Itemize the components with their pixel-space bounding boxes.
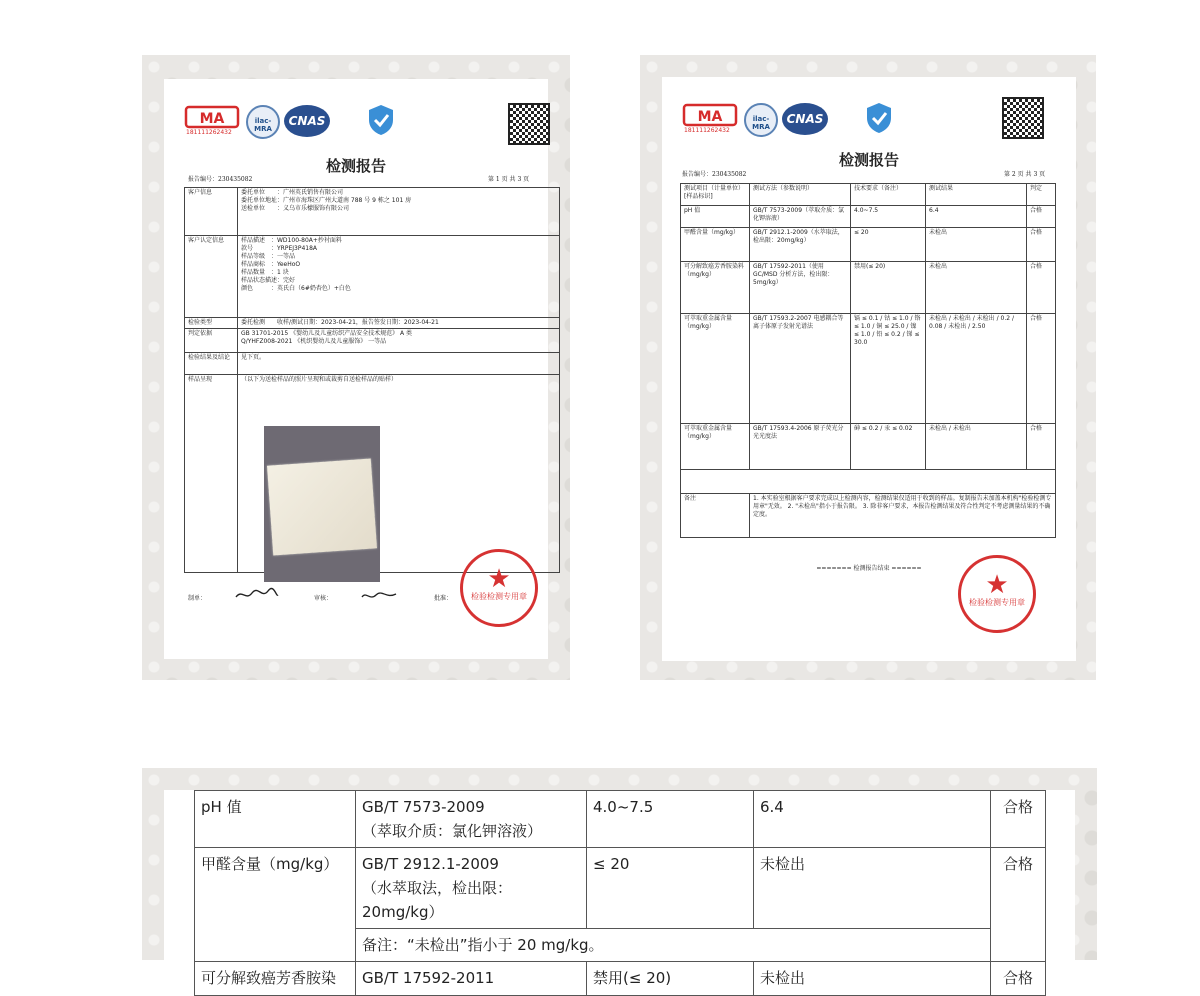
signature-make	[234, 587, 280, 603]
table-row: 可萃取重金属含量（mg/kg） GB/T 17593.2-2007 电感耦合等离子体原子发射光谱法 镉 ≤ 0.1 / 钴 ≤ 1.0 / 铬 ≤ 1.0 / 铜 ≤ 25.0 / 镍 ≤ 1.0 / 铅 ≤ 0.2 / 锑 ≤ 30.0 未检出 / 未检出 / 未检出 / 0.2 / 0.08 / 未检出 / 2.50 合格	[681, 314, 1056, 424]
ilac-mra-logo: ilac-MRA	[246, 105, 280, 139]
cnas-logo: CNAS	[782, 103, 828, 135]
report-page-2	[662, 77, 1076, 661]
table-row: 可萃取重金属含量（mg/kg） GB/T 17593.4-2006 原子荧光分光光度法 砷 ≤ 0.2 / 汞 ≤ 0.02 未检出 / 未检出 合格	[681, 424, 1056, 470]
page-indicator: 第 2 页 共 3 页	[1004, 171, 1046, 178]
report-page-1-frame	[142, 55, 570, 680]
cma-number: 181111262432	[684, 127, 730, 134]
svg-text:MA: MA	[199, 111, 225, 127]
table-row: 可分解致癌芳香胺染料（mg/kg） GB/T 17592-2011（使用 GC/MSD 分析方法，检出限：5mg/kg） 禁用(≤ 20) 未检出 合格	[681, 262, 1056, 314]
table-row: 客户信息 委托单位 ：广州英氏销售有限公司 委托单位地址：广州市海珠区广州大道南 788 号 9 栋之 101 房 送检单位 ：义乌市乐檬服饰有限公司	[185, 188, 560, 236]
zoom-excerpt-frame	[142, 768, 1097, 987]
table-row: 判定依据 GB 31701-2015 《婴幼儿及儿童纺织产品安全技术规范》 A 类 Q/YHFZ008-2021 《机织婴幼儿及儿童服饰》 一等品	[185, 329, 560, 353]
report-end-line: ======= 检测报告结束 ======	[816, 565, 922, 572]
report-title: 检测报告	[838, 151, 899, 169]
fabric-swatch	[267, 458, 377, 555]
header-logos	[184, 99, 564, 139]
shield-check-icon	[864, 101, 894, 135]
table-header-row: 测试项目（计量单位）[样品标识] 测试方法（参数说明） 技术要求（备注） 测试结果 判定	[681, 184, 1056, 206]
shield-check-icon	[366, 103, 396, 137]
table-row: 客户认定信息 样品描述 ：WD100-80A+抄衬面料 款号 ：YRPEJ3P418A 样品等级 ：一等品 样品商标 ：YeeHoO 样品数量 ：1 块 样品状态描述：完好 颜色 ：英氏白（6#奶杏色）+白色	[185, 236, 560, 318]
report-page-1	[164, 79, 548, 659]
stamp-star-icon: ★	[985, 570, 1009, 600]
table-row: 样品呈现 （以下为送检样品的照片呈现和或裁剪自送检样品的贴样）	[185, 375, 560, 573]
cnas-logo: CNAS	[284, 105, 330, 137]
table-row: pH 值 GB/T 7573-2009 （萃取介质：氯化钾溶液） 4.0~7.5 6.4 合格	[195, 791, 1046, 848]
svg-text:MA: MA	[697, 109, 723, 125]
table-row: 备注：“未检出”指小于 20 mg/kg。	[195, 929, 1046, 962]
ilac-mra-logo: ilac-MRA	[744, 103, 778, 137]
table-row: 检验结果及结论 见下页。	[185, 353, 560, 375]
inspection-stamp: ★ 检验检测专用章	[958, 555, 1036, 633]
table-row: 甲醛含量（mg/kg） GB/T 2912.1-2009 （水萃取法，检出限：20mg/kg） ≤ 20 未检出 合格	[195, 848, 1046, 929]
zoom-excerpt	[164, 790, 1075, 987]
report-number: 报告编号：230435082	[188, 176, 253, 183]
sample-photo	[264, 426, 380, 582]
table-row	[681, 470, 1056, 494]
qr-code	[1002, 97, 1044, 139]
table-row: pH 值 GB/T 7573-2009（萃取介质：氯化钾溶液） 4.0~7.5 6.4 合格	[681, 206, 1056, 228]
sign-approve-label: 批准：	[434, 595, 453, 602]
table-row: 可分解致癌芳香胺染 GB/T 17592-2011 禁用(≤ 20) 未检出 合格	[195, 962, 1046, 996]
report-page-2-frame	[640, 55, 1096, 680]
remarks-row: 备注 1. 本实验室根据客户要求完成以上检测内容，检测结果仅适用于收到的样品。复制报告未加盖本机构"检验检测专用章"无效。 2. "未检出"指小于报告限。 3. 除非客户要求，本报告检测结果及符合性判定不考虑测量结果的不确定度。	[681, 494, 1056, 538]
test-results-table	[680, 183, 1056, 538]
sign-review-label: 审核：	[314, 595, 333, 602]
row-label: 客户信息	[185, 188, 238, 236]
report-title: 检测报告	[325, 157, 386, 175]
page-indicator: 第 1 页 共 3 页	[488, 176, 530, 183]
zoom-results-table	[194, 790, 1046, 996]
inspection-stamp: ★ 检验检测专用章	[460, 549, 538, 627]
qr-code	[508, 103, 550, 145]
table-row: 甲醛含量（mg/kg） GB/T 2912.1-2009（水萃取法，检出限：20mg/kg） ≤ 20 未检出 合格	[681, 228, 1056, 262]
table-row: 检验类型 委托检测 收样/测试日期：2023-04-21，报告签发日期：2023-04-21	[185, 318, 560, 329]
stamp-star-icon: ★	[487, 564, 511, 594]
signature-review	[360, 589, 400, 603]
row-label: 客户认定信息	[185, 236, 238, 318]
cma-number: 181111262432	[186, 129, 232, 136]
report-number: 报告编号：230435082	[682, 171, 747, 178]
sign-make-label: 制单：	[188, 595, 207, 602]
